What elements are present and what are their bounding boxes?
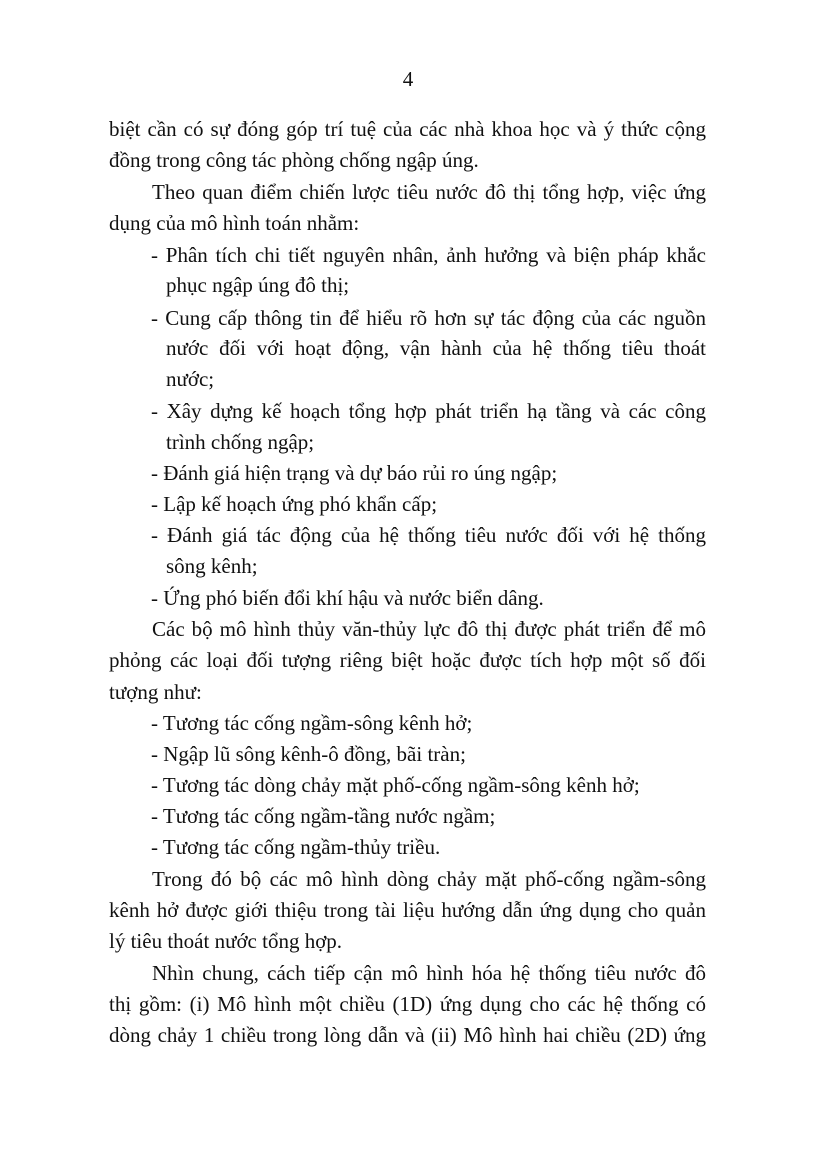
list-item: - Tương tác cống ngầm-thủy triều. xyxy=(151,835,441,859)
list-item-continuation: nước; xyxy=(166,367,215,391)
text-line: dòng chảy 1 chiều trong lòng dẫn và (ii) Mô hình hai chiều (2D) ứng xyxy=(109,1023,706,1047)
text-line: Các bộ mô hình thủy văn-thủy lực đô thị được phát triển để mô xyxy=(152,617,706,641)
list-item: - Tương tác dòng chảy mặt phố-cống ngầm-sông kênh hở; xyxy=(151,773,640,797)
text-line: phỏng các loại đối tượng riêng biệt hoặc được tích hợp một số đối xyxy=(109,648,706,672)
text-line: tượng như: xyxy=(109,680,202,704)
list-item: - Lập kế hoạch ứng phó khẩn cấp; xyxy=(151,492,438,516)
text-line: Theo quan điểm chiến lược tiêu nước đô thị tổng hợp, việc ứng xyxy=(152,180,706,204)
list-item: - Đánh giá tác động của hệ thống tiêu nước đối với hệ thống xyxy=(151,523,706,547)
list-item-continuation: nước đối với hoạt động, vận hành của hệ thống tiêu thoát xyxy=(166,336,706,360)
list-item: - Cung cấp thông tin để hiểu rõ hơn sự tác động của các nguồn xyxy=(151,306,706,330)
list-item-continuation: phục ngập úng đô thị; xyxy=(166,273,350,297)
text-line: kênh hở được giới thiệu trong tài liệu hướng dẫn ứng dụng cho quản xyxy=(109,898,706,922)
list-item: - Phân tích chi tiết nguyên nhân, ảnh hưởng và biện pháp khắc xyxy=(151,243,706,267)
list-item-continuation: sông kênh; xyxy=(166,554,258,578)
text-line: biệt cần có sự đóng góp trí tuệ của các nhà khoa học và ý thức cộng xyxy=(109,117,706,141)
text-line: dụng của mô hình toán nhằm: xyxy=(109,211,360,235)
text-line: lý tiêu thoát nước tổng hợp. xyxy=(109,929,343,953)
text-line: Nhìn chung, cách tiếp cận mô hình hóa hệ thống tiêu nước đô xyxy=(152,961,706,985)
list-item: - Ngập lũ sông kênh-ô đồng, bãi tràn; xyxy=(151,742,466,766)
text-line: đồng trong công tác phòng chống ngập úng. xyxy=(109,148,479,172)
list-item: - Xây dựng kế hoạch tổng hợp phát triển hạ tầng và các công xyxy=(151,399,706,423)
list-item: - Tương tác cống ngầm-sông kênh hở; xyxy=(151,711,473,735)
list-item: - Tương tác cống ngầm-tầng nước ngầm; xyxy=(151,804,496,828)
text-line: thị gồm: (i) Mô hình một chiều (1D) ứng dụng cho các hệ thống có xyxy=(109,992,706,1016)
list-item: - Đánh giá hiện trạng và dự báo rủi ro úng ngập; xyxy=(151,461,558,485)
list-item-continuation: trình chống ngập; xyxy=(166,430,315,454)
list-item: - Ứng phó biến đổi khí hậu và nước biển dâng. xyxy=(151,586,544,610)
page-number: 4 xyxy=(402,67,414,91)
text-line: Trong đó bộ các mô hình dòng chảy mặt phố-cống ngầm-sông xyxy=(152,867,706,891)
